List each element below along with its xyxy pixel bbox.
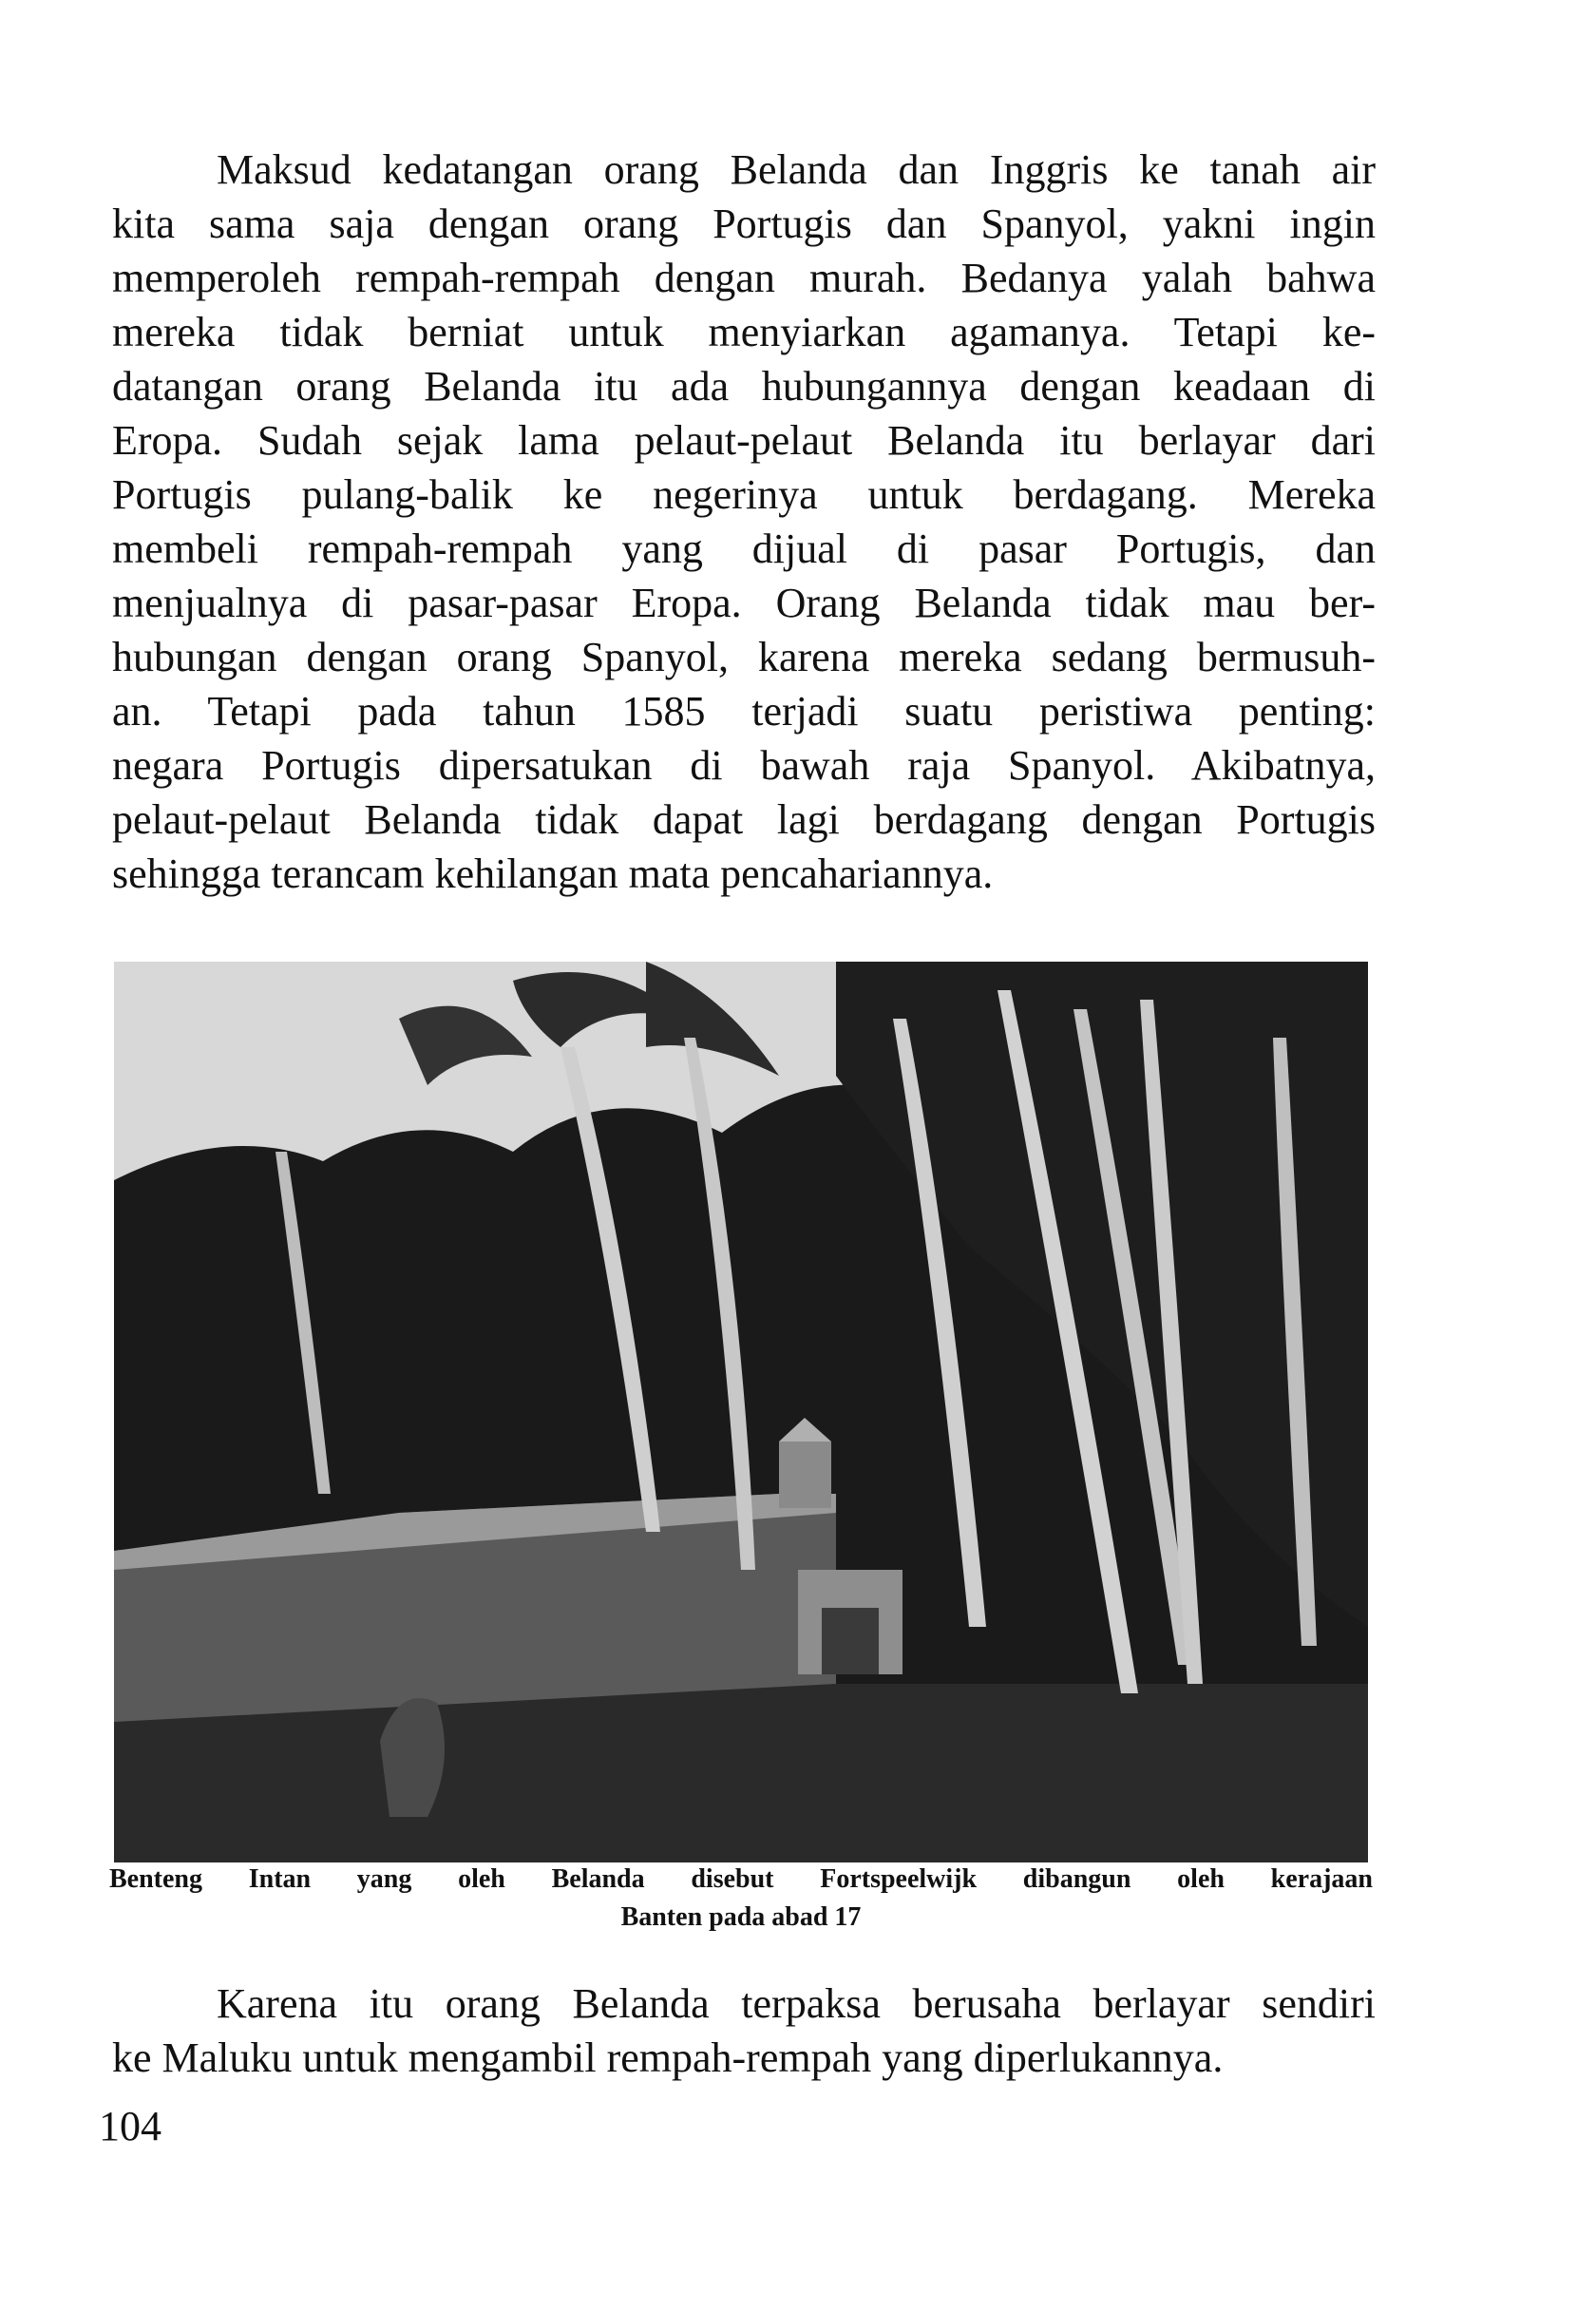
text-line: pelaut-pelaut Belanda tidak dapat lagi berdagang dengan Portugis: [112, 796, 1376, 843]
photograph-icon: [114, 962, 1368, 1862]
text-line: datangan orang Belanda itu ada hubungannya dengan keadaan di: [112, 363, 1376, 410]
text-line: Eropa. Sudah sejak lama pelaut-pelaut Belanda itu berlayar dari: [112, 417, 1376, 464]
text-line: Karena itu orang Belanda terpaksa berusaha berlayar sendiri: [217, 1980, 1376, 2027]
text-line: mereka tidak berniat untuk menyiarkan agamanya. Tetapi ke-: [112, 309, 1376, 355]
page-number: 104: [99, 2103, 162, 2149]
text-line: sehingga terancam kehilangan mata pencahariannya.: [112, 850, 994, 897]
text-line: membeli rempah-rempah yang dijual di pasar Portugis, dan: [112, 525, 1376, 572]
text-line: an. Tetapi pada tahun 1585 terjadi suatu peristiwa penting:: [112, 688, 1376, 735]
text-line: Maksud kedatangan orang Belanda dan Inggris ke tanah air: [217, 146, 1376, 193]
caption-line: Banten pada abad 17: [620, 1902, 862, 1932]
photo-caption: [109, 1861, 1373, 1937]
paragraph-1: [112, 143, 1376, 901]
text-line: memperoleh rempah-rempah dengan murah. Bedanya yalah bahwa: [112, 255, 1376, 301]
fort-photograph: [114, 962, 1368, 1862]
paragraph-2: [112, 1977, 1376, 2085]
text-line: kita sama saja dengan orang Portugis dan Spanyol, yakni ingin: [112, 201, 1376, 247]
text-line: ke Maluku untuk mengambil rempah-rempah yang diperlukannya.: [112, 2034, 1224, 2081]
text-line: negara Portugis dipersatukan di bawah raja Spanyol. Akibatnya,: [112, 742, 1376, 789]
text-line: menjualnya di pasar-pasar Eropa. Orang Belanda tidak mau ber-: [112, 580, 1376, 626]
text-line: hubungan dengan orang Spanyol, karena mereka sedang bermusuh-: [112, 634, 1376, 680]
text-line: Portugis pulang-balik ke negerinya untuk berdagang. Mereka: [112, 471, 1376, 518]
caption-line: Benteng Intan yang oleh Belanda disebut Fortspeelwijk dibangun oleh kerajaan: [109, 1864, 1373, 1894]
